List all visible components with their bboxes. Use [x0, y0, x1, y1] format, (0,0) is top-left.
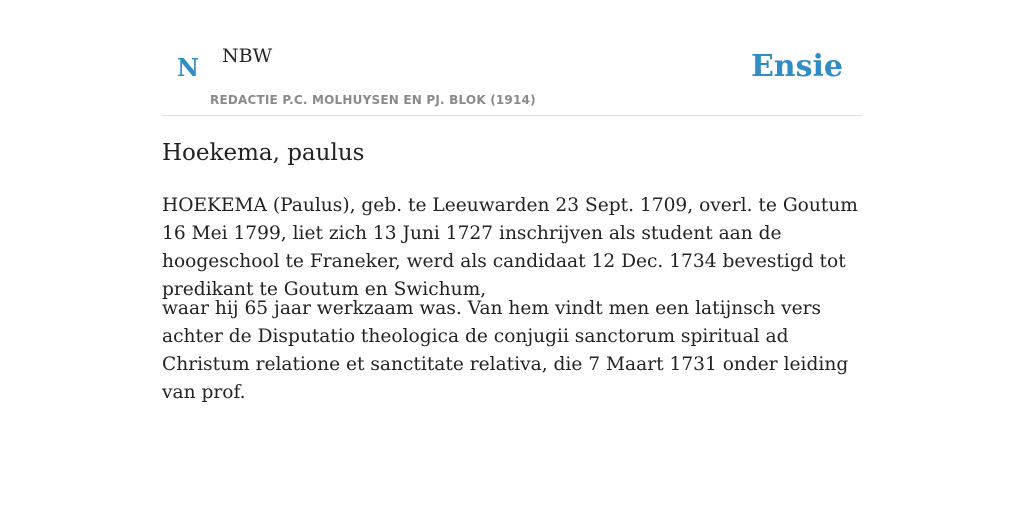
source-name[interactable]: NBW	[222, 45, 273, 67]
brand-logo[interactable]: Ensie	[750, 49, 843, 84]
article-paragraph: HOEKEMA (Paulus), geb. te Leeuwarden 23 Sept. 1709, overl. te Goutum 16 Mei 1799, liet zich 13 Juni 1727 inschrijven als student aan de hoogeschool te Franeker, werd als candidaat 12 Dec. 1734 bevestigd tot predikant te Goutum en Swichum,	[162, 195, 858, 300]
article-page	[162, 0, 862, 512]
article-paragraph: waar hij 65 jaar werkzaam was. Van hem vindt men een latijnsch vers achter de Disputatio theologica de conjugii sanctorum spiritual ad Christum relatione et sanctitate relativa, die 7 Maart 1731 onder leiding van prof.	[162, 298, 849, 403]
source-header	[162, 0, 862, 116]
article-title: Hoekema, paulus	[162, 140, 365, 166]
source-logo[interactable]: N	[177, 53, 199, 82]
source-editors: REDACTIE P.C. MOLHUYSEN EN PJ. BLOK (1914)	[210, 93, 536, 107]
